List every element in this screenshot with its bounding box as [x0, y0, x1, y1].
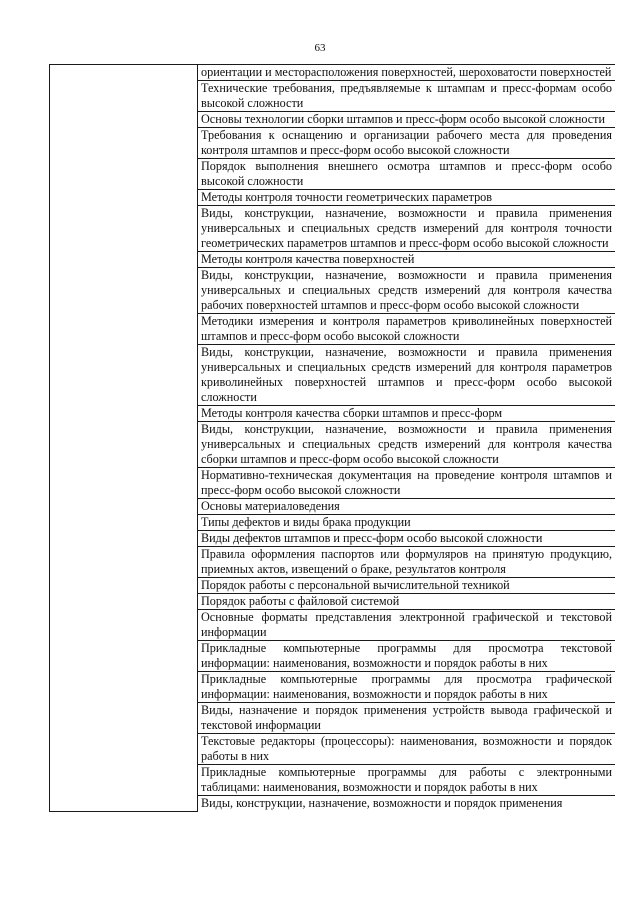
knowledge-requirement-cell: Виды, конструкции, назначение, возможности и правила применения универсальных и специальных средств измерений для контроля точности геометрических параметров штампов и пресс-форм особо высокой сложности [198, 206, 616, 252]
knowledge-requirement-cell: Правила оформления паспортов или формуляров на принятую продукцию, приемных актов, извещений о браке, результатов контроля [198, 547, 616, 578]
knowledge-requirement-cell: Основы материаловедения [198, 499, 616, 515]
knowledge-requirement-cell: ориентации и месторасположения поверхностей, шероховатости поверхностей [198, 65, 616, 81]
requirements-table-body [50, 65, 616, 812]
knowledge-requirement-cell: Нормативно-техническая документация на проведение контроля штампов и пресс-форм особо высокой сложности [198, 468, 616, 499]
knowledge-requirement-cell: Технические требования, предъявляемые к штампам и пресс-формам особо высокой сложности [198, 81, 616, 112]
knowledge-requirement-cell: Прикладные компьютерные программы для работы с электронными таблицами: наименования, возможности и порядок работы в них [198, 765, 616, 796]
requirements-table-wrapper [49, 64, 615, 904]
knowledge-requirement-cell: Виды, конструкции, назначение, возможности и правила применения универсальных и специальных средств измерений для контроля параметров криволинейных поверхностей штампов и пресс-форм особо высокой сложности [198, 345, 616, 406]
knowledge-requirement-cell: Типы дефектов и виды брака продукции [198, 515, 616, 531]
knowledge-requirement-cell: Виды, конструкции, назначение, возможности и правила применения универсальных и специальных средств измерений для контроля качества сборки штампов и пресс-форм особо высокой сложности [198, 422, 616, 468]
knowledge-requirement-cell: Виды дефектов штампов и пресс-форм особо высокой сложности [198, 531, 616, 547]
knowledge-requirement-cell: Текстовые редакторы (процессоры): наименования, возможности и порядок работы в них [198, 734, 616, 765]
knowledge-requirement-cell: Методы контроля точности геометрических параметров [198, 190, 616, 206]
knowledge-requirement-cell: Основные форматы представления электронной графической и текстовой информации [198, 610, 616, 641]
knowledge-requirement-cell: Порядок работы с файловой системой [198, 594, 616, 610]
labor-action-category-cell [50, 65, 198, 812]
knowledge-requirement-cell: Прикладные компьютерные программы для просмотра текстовой информации: наименования, возможности и порядок работы в них [198, 641, 616, 672]
page-number: 63 [314, 42, 326, 54]
requirements-table [49, 64, 615, 812]
knowledge-requirement-cell: Методики измерения и контроля параметров криволинейных поверхностей штампов и пресс-форм особо высокой сложности [198, 314, 616, 345]
knowledge-requirement-cell: Виды, конструкции, назначение, возможности и порядок применения [198, 796, 616, 812]
table-row [50, 65, 616, 81]
knowledge-requirement-cell: Порядок работы с персональной вычислительной техникой [198, 578, 616, 594]
knowledge-requirement-cell: Виды, конструкции, назначение, возможности и правила применения универсальных и специальных средств измерений для контроля качества рабочих поверхностей штампов и пресс-форм особо высокой сложности [198, 268, 616, 314]
knowledge-requirement-cell: Прикладные компьютерные программы для просмотра графической информации: наименования, возможности и порядок работы в них [198, 672, 616, 703]
knowledge-requirement-cell: Методы контроля качества сборки штампов и пресс-форм [198, 406, 616, 422]
knowledge-requirement-cell: Основы технологии сборки штампов и пресс-форм особо высокой сложности [198, 112, 616, 128]
knowledge-requirement-cell: Методы контроля качества поверхностей [198, 252, 616, 268]
knowledge-requirement-cell: Виды, назначение и порядок применения устройств вывода графической и текстовой информации [198, 703, 616, 734]
knowledge-requirement-cell: Требования к оснащению и организации рабочего места для проведения контроля штампов и пресс-форм особо высокой сложности [198, 128, 616, 159]
knowledge-requirement-cell: Порядок выполнения внешнего осмотра штампов и пресс-форм особо высокой сложности [198, 159, 616, 190]
